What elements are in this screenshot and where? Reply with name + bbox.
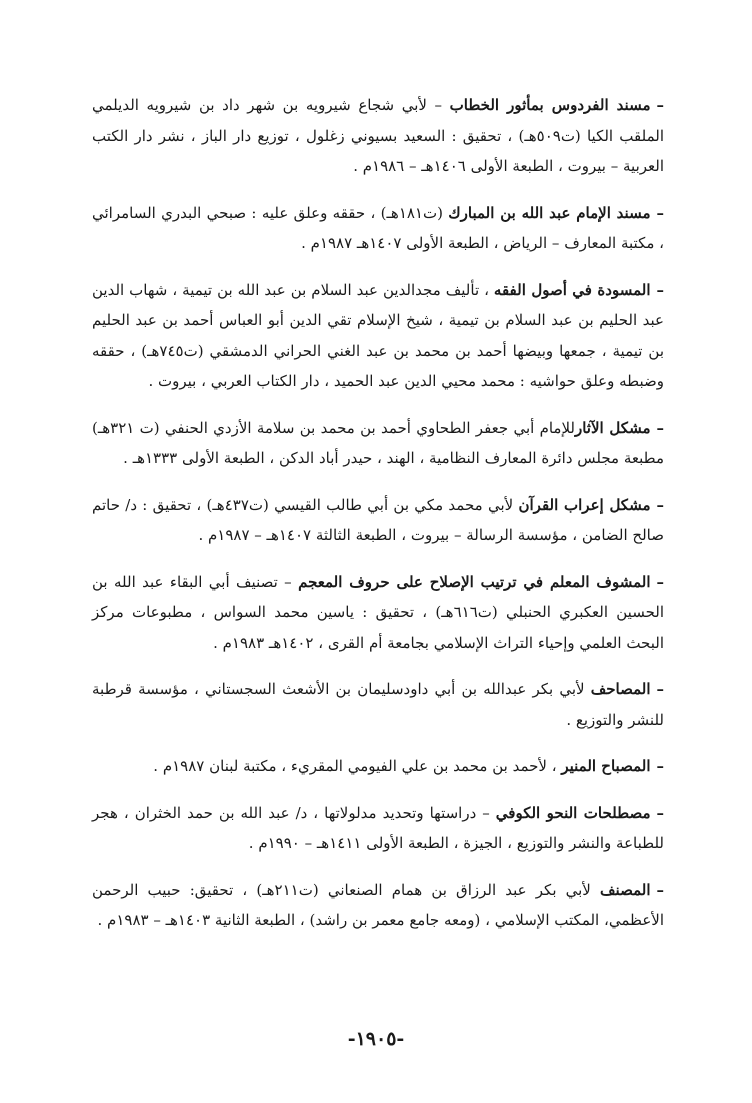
entry-body: لأبي محمد مكي بن أبي طالب القيسي (ت٤٣٧هـ) ، تحقيق : د/ حاتم صالح الضامن ، مؤسسة الرسالة – بيروت ، الطبعة الثالثة ١٤٠٧هـ – ١٩٨٧م . [92,495,664,544]
bibliography-entry: –المسودة في أصول الفقه ، تأليف مجدالدين عبد السلام بن عبد الله بن تيمية ، شهاب الدين عبد الحليم بن عبد السلام بن تيمية ، شيخ الإسلام تقي الدين أبو العباس أحمد بن عبد الحليم بن تيمية ، جمعها وبيضها أحمد بن محمد بن عبد الغني الحراني الدمشقي (ت٧٤٥هـ) ، حققه وضبطه وعلق حواشيه : محمد محيي الدين عبد الحميد ، دار الكتاب العربي ، بيروت . [92,280,664,390]
entry-body: لأبي بكر عبدالله بن أبي داودسليمان بن الأشعث السجستاني ، مؤسسة قرطبة للنشر والتوزيع . [92,680,664,729]
bibliography-entry: –المصاحف لأبي بكر عبدالله بن أبي داودسليمان بن الأشعث السجستاني ، مؤسسة قرطبة للنشر والتوزيع . [92,680,664,729]
entry-title: المصنف [600,880,651,899]
bibliography-list [92,90,664,936]
entry-body: لأبي بكر عبد الرزاق بن همام الصنعاني (ت٢١١هـ) ، تحقيق: حبيب الرحمن الأعظمي، المكتب الإسلامي ، (ومعه جامع معمر بن راشد) ، الطبعة الثانية ١٤٠٣هـ – ١٩٨٣م . [92,880,664,929]
bibliography-entry: –مصطلحات النحو الكوفي – دراستها وتحديد مدلولاتها ، د/ عبد الله بن حمد الخثران ، هجر للطباعة والنشر والتوزيع ، الجيزة ، الطبعة الأولى ١٤١١هـ – ١٩٩٠م . [92,803,664,852]
entry-body: ، تأليف مجدالدين عبد السلام بن عبد الله بن تيمية ، شهاب الدين عبد الحليم بن عبد السلام بن تيمية ، شيخ الإسلام تقي الدين أبو العباس أحمد بن عبد الحليم بن تيمية ، جمعها وبيضها أحمد بن محمد بن عبد الغني الحراني الدمشقي (ت٧٤٥هـ) ، حققه وضبطه وعلق حواشيه : محمد محيي الدين عبد الحميد ، دار الكتاب العربي ، بيروت . [92,280,664,390]
bibliography-entry: –المشوف المعلم في ترتيب الإصلاح على حروف المعجم – تصنيف أبي البقاء عبد الله بن الحسين العكبري الحنبلي (ت٦١٦هـ) ، تحقيق : ياسين محمد السواس ، مطبوعات مركز البحث العلمي وإحياء التراث الإسلامي بجامعة أم القرى ، ١٤٠٢هـ ١٩٨٣م . [92,572,664,652]
bibliography-entry: –مشكل إعراب القرآن لأبي محمد مكي بن أبي طالب القيسي (ت٤٣٧هـ) ، تحقيق : د/ حاتم صالح الضامن ، مؤسسة الرسالة – بيروت ، الطبعة الثالثة ١٤٠٧هـ – ١٩٨٧م . [92,495,664,544]
bibliography-entry: –مشكل الآثارللإمام أبي جعفر الطحاوي أحمد بن محمد بن سلامة الأزدي الحنفي (ت ٣٢١هـ) مطبعة مجلس دائرة المعارف النظامية ، الهند ، حيدر أباد الدكن ، الطبعة الأولى ١٣٣٣هـ . [92,418,664,467]
entry-title: المسودة في أصول الفقه [493,280,651,299]
entry-body: – دراستها وتحديد مدلولاتها ، د/ عبد الله بن حمد الخثران ، هجر للطباعة والنشر والتوزيع ، الجيزة ، الطبعة الأولى ١٤١١هـ – ١٩٩٠م . [92,803,664,852]
entry-body: (ت١٨١هـ) ، حققه وعلق عليه : صبحي البدري السامرائي ، مكتبة المعارف – الرياض ، الطبعة الأولى ١٤٠٧هـ ١٩٨٧م . [92,203,664,252]
entry-title: مصطلحات النحو الكوفي [495,803,651,822]
entry-title: مسند الفردوس بمأثور الخطاب [449,96,651,114]
entry-title: المشوف المعلم في ترتيب الإصلاح على حروف المعجم [298,572,651,591]
entry-title: المصباح المنير [561,757,651,775]
bibliography-entry: –المصباح المنير ، لأحمد بن محمد بن علي الفيومي المقريء ، مكتبة لبنان ١٩٨٧م . [153,757,664,775]
entry-body: – تصنيف أبي البقاء عبد الله بن الحسين العكبري الحنبلي (ت٦١٦هـ) ، تحقيق : ياسين محمد السواس ، مطبوعات مركز البحث العلمي وإحياء التراث الإسلامي بجامعة أم القرى ، ١٤٠٢هـ ١٩٨٣م . [92,572,664,652]
bibliography-entry: –المصنف لأبي بكر عبد الرزاق بن همام الصنعاني (ت٢١١هـ) ، تحقيق: حبيب الرحمن الأعظمي، المكتب الإسلامي ، (ومعه جامع معمر بن راشد) ، الطبعة الثانية ١٤٠٣هـ – ١٩٨٣م . [92,880,664,929]
bibliography-entry: –مسند الإمام عبد الله بن المبارك (ت١٨١هـ) ، حققه وعلق عليه : صبحي البدري السامرائي ، مكتبة المعارف – الرياض ، الطبعة الأولى ١٤٠٧هـ ١٩٨٧م . [92,203,664,252]
entry-body: – لأبي شجاع شيرويه بن شهر داد بن شيرويه الديلمي الملقب الكيا (ت٥٠٩هـ) ، تحقيق : السعيد بسيوني زغلول ، توزيع دار الباز ، نشر دار الكتب العربية – بيروت ، الطبعة الأولى ١٤٠٦هـ – ١٩٨٦م . [92,96,664,175]
entry-title: مسند الإمام عبد الله بن المبارك [448,203,651,222]
entry-title: المصاحف [590,680,651,698]
bibliography-entry: –مسند الفردوس بمأثور الخطاب – لأبي شجاع شيرويه بن شهر داد بن شيرويه الديلمي الملقب الكيا (ت٥٠٩هـ) ، تحقيق : السعيد بسيوني زغلول ، توزيع دار الباز ، نشر دار الكتب العربية – بيروت ، الطبعة الأولى ١٤٠٦هـ – ١٩٨٦م . [92,96,664,175]
entry-body: ، لأحمد بن محمد بن علي الفيومي المقريء ، مكتبة لبنان ١٩٨٧م . [153,757,562,775]
page-number: -١٩٠٥- [347,1028,405,1050]
entry-title: مشكل الآثار [574,418,651,437]
entry-title: مشكل إعراب القرآن [518,495,651,514]
entry-body: للإمام أبي جعفر الطحاوي أحمد بن محمد بن سلامة الأزدي الحنفي (ت ٣٢١هـ) مطبعة مجلس دائرة المعارف النظامية ، الهند ، حيدر أباد الدكن ، الطبعة الأولى ١٣٣٣هـ . [92,418,664,467]
